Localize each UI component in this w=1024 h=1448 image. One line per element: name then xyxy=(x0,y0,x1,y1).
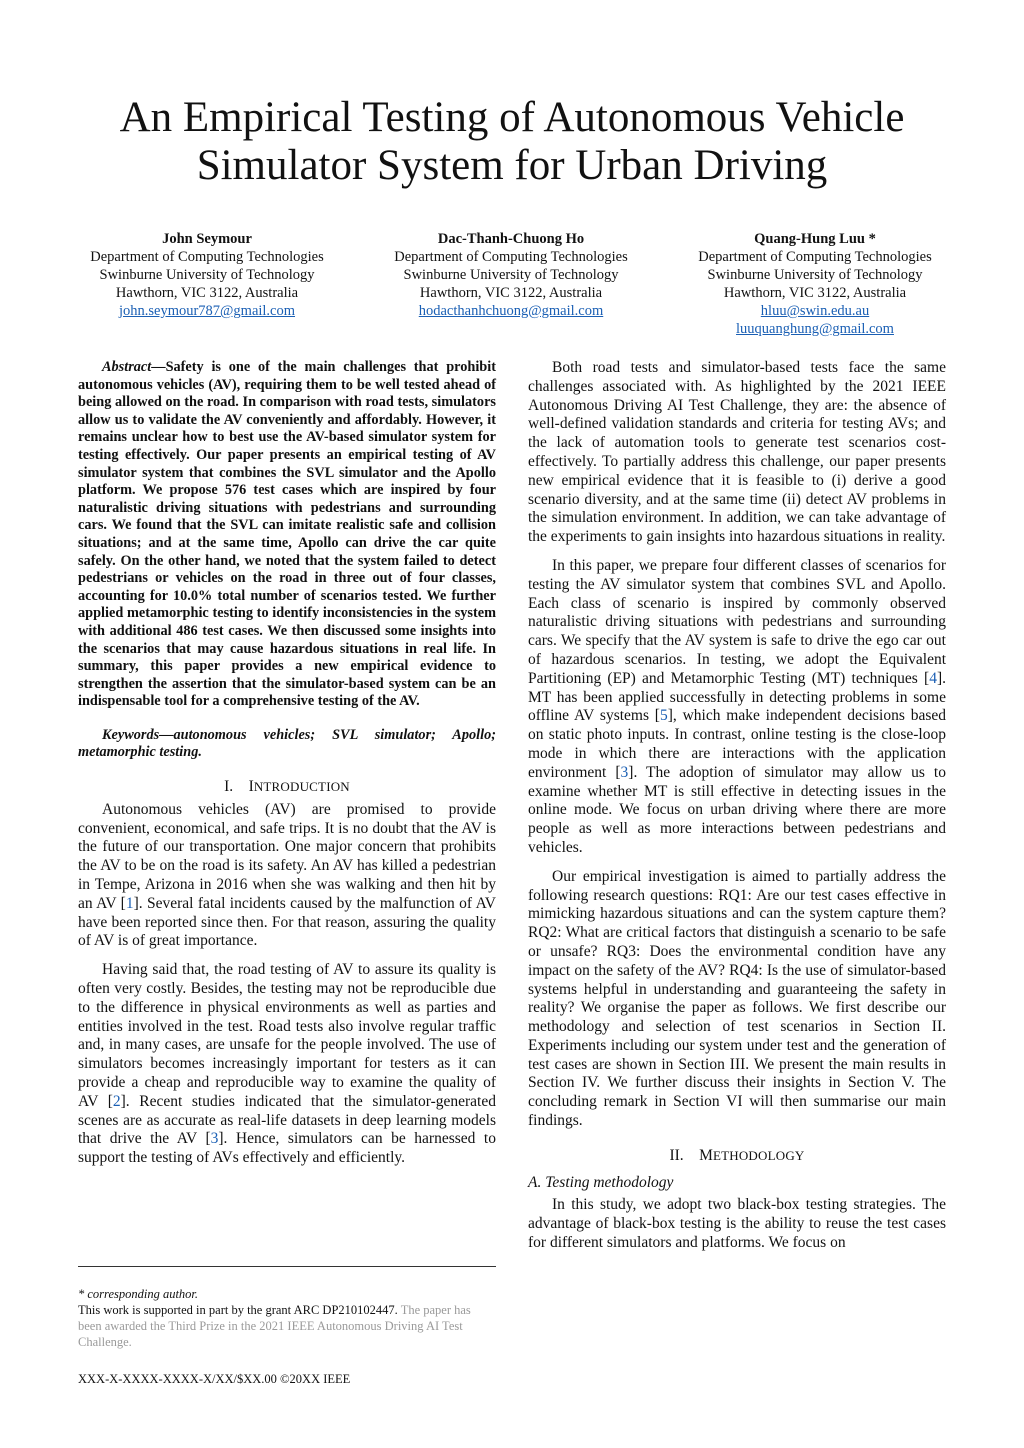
section-number: II. xyxy=(669,1146,684,1164)
left-column xyxy=(78,359,496,1168)
right-paragraph-4: In this study, we adopt two black-box testing strategies. The advantage of black-box testing is the ability to reuse the test cases for different simulators and platforms. We focus on xyxy=(528,1196,946,1252)
keywords: Keywords—autonomous vehicles; SVL simulator; Apollo; metamorphic testing. xyxy=(78,726,496,761)
footnote-divider xyxy=(78,1266,496,1267)
text-run: ]. MT has been applied successfully in detecting problems in some offline AV systems [ xyxy=(528,669,946,725)
abstract-label: Abstract xyxy=(102,359,152,375)
text-run: ]. The adoption of simulator may allow us to examine whether MT is still effective in detecting issues in the online mode. We focus on urban driving where there are more people as well as more interactions between pedestrians and vehicles. xyxy=(528,763,946,856)
author-email-link[interactable]: hodacthanhchuong@gmail.com xyxy=(418,303,604,319)
text-run: Autonomous vehicles (AV) are promised to provide convenient, economical, and safe trips. It is no doubt that the AV is the future of our transportation. One major concern that prohibits the AV to be on the road is its safety. An AV has killed a pedestrian in Tempe, Arizona in 2016 when she was walking and then hit by an AV [ xyxy=(78,800,496,912)
section-title-rest: ETHODOLOGY xyxy=(712,1147,805,1163)
right-paragraph-1: Both road tests and simulator-based tests face the same challenges associated with. As highlighted by the 2021 IEEE Autonomous Driving AI Test Challenge, they are: the absence of well-defined validation standards and criteria for testing AVs; and the lack of automation tools to generate test scenarios cost-effectively. To partially address this challenge, our paper presents new empirical evidence that it is feasible to (i) derive a good scenario diversity, and at the same time (ii) detect AV problems in the simulation environment. In addition, we can take advantage of the experiments to gain insights into hazardous situations in reality. xyxy=(528,359,946,546)
author-address: Hawthorn, VIC 3122, Australia xyxy=(419,285,603,301)
right-paragraph-2 xyxy=(528,557,946,858)
author-name: Dac-Thanh-Chuong Ho xyxy=(437,231,585,247)
author-university: Swinburne University of Technology xyxy=(707,267,923,283)
right-column xyxy=(528,359,946,1253)
citation-link[interactable]: 3 xyxy=(210,1130,219,1148)
intro-paragraph-1 xyxy=(78,801,496,951)
right-paragraph-3: Our empirical investigation is aimed to partially address the following research questions: RQ1: Are our test cases effective in mimicking hazardous situations and can the system capture them? RQ2: What are critical factors that distinguish a scenario to be safe or unsafe? RQ3: Does the environmental condition have any impact on the safety of the AV? RQ4: Is the use of simulator-based systems helpful in understanding and guaranteeing the safety in reality? We organise the paper as follows. We first describe our methodology and selection of test scenarios in Section II. Experiments including our system under test and the generation of test cases are shown in Section III. We present the main results in Section IV. We further discuss their insights in Section V. The concluding remark in Section VI will then summarise our main findings. xyxy=(528,867,946,1130)
footnote-funding xyxy=(78,1302,496,1350)
author-name: Quang-Hung Luu * xyxy=(754,231,876,247)
footnote xyxy=(78,1286,496,1350)
footnote-support: This work is supported in part by the grant ARC DP210102447. xyxy=(78,1303,398,1317)
footnote-corresponding: * corresponding author. xyxy=(78,1287,199,1301)
text-run: Having said that, the road testing of AV to assure its quality is often very costly. Besides, the testing may not be reproducible due to the difference in physical environments as well as parties and entities involved in the test. Road tests also involve regular traffic and, in many cases, are unsafe for the people involved. The use of simulators becomes increasingly important for testers as it can provide a cheap and reproducible way to examine the quality of AV [ xyxy=(78,961,496,1110)
section-title-rest: NTRODUCTION xyxy=(253,779,350,795)
title-line-1: An Empirical Testing of Autonomous Vehicle xyxy=(119,94,905,141)
author-1 xyxy=(55,230,359,338)
citation-link[interactable]: 2 xyxy=(112,1092,121,1110)
author-university: Swinburne University of Technology xyxy=(403,267,619,283)
paper-title xyxy=(0,94,1024,190)
author-department: Department of Computing Technologies xyxy=(698,249,932,265)
footnote-prize: The paper has been awarded the Third Prize in the 2021 IEEE Autonomous Driving AI Test Challenge. xyxy=(78,1303,471,1349)
author-email-link-secondary[interactable]: luuquanghung@gmail.com xyxy=(736,321,894,337)
section-heading-methodology xyxy=(528,1147,946,1166)
author-2 xyxy=(359,230,663,338)
abstract-dash: — xyxy=(151,359,166,375)
author-department: Department of Computing Technologies xyxy=(90,249,324,265)
text-run: ]. Several fatal incidents caused by the malfunction of AV have been reported since then. For that reason, assuring the quality of AV is of great importance. xyxy=(78,894,496,950)
citation-link[interactable]: 1 xyxy=(125,894,134,912)
author-3 xyxy=(663,230,967,338)
text-run: ]. Hence, simulators can be harnessed to support the testing of AVs effectively and efficiently. xyxy=(78,1130,496,1167)
author-email-link[interactable]: hluu@swin.edu.au xyxy=(760,303,870,319)
text-run: ]. Recent studies indicated that the simulator-generated scenes are as accurate as real-life datasets in deep learning models that drive the AV [ xyxy=(78,1092,496,1148)
copyright-footer: XXX-X-XXXX-XXXX-X/XX/$XX.00 ©20XX IEEE xyxy=(78,1372,351,1386)
section-title-initial: I xyxy=(248,778,254,796)
section-heading-introduction xyxy=(78,778,496,797)
author-university: Swinburne University of Technology xyxy=(99,267,315,283)
citation-link[interactable]: 5 xyxy=(659,707,668,725)
section-title-initial: M xyxy=(699,1146,713,1164)
section-number: I. xyxy=(224,778,234,796)
citation-link[interactable]: 4 xyxy=(929,669,937,687)
abstract-text: Safety is one of the main challenges that prohibit autonomous vehicles (AV), requiring them to be well tested ahead of being allowed on the road. In comparison with road tests, simulators allow us to validate the AV conveniently and affordably. However, it remains unclear how to best use the AV-based simulator system for testing effectively. Our paper presents an empirical testing of AV simulator system that combines the SVL simulator and the Apollo platform. We propose 576 test cases which are inspired by four naturalistic driving situations with pedestrians and surrounding cars. We found that the SVL can imitate realistic safe and collision situations; and at the same time, Apollo can drive the car quite safely. On the other hand, we noted that the system failed to detect pedestrians or vehicles on the road in three out of four classes, accounting for 10.0% total number of scenarios tested. We further applied metamorphic testing to identify inconsistencies in the system with additional 486 test cases. We then discussed some insights into the scenarios that may cause hazardous situations in real life. In summary, this paper provides a new empirical evidence to strengthen the assertion that the simulator-based system can be an indispensable tool for a comprehensive testing of the AV. xyxy=(78,359,496,710)
author-address: Hawthorn, VIC 3122, Australia xyxy=(115,285,299,301)
author-name: John Seymour xyxy=(162,231,252,247)
author-address: Hawthorn, VIC 3122, Australia xyxy=(723,285,907,301)
text-run: In this paper, we prepare four different classes of scenarios for testing the AV simulator system that combines SVL and Apollo. Each class of scenario is inspired by commonly observed naturalistic driving situations with pedestrians and surrounding cars. We specify that the AV system is safe to drive the ego car out of hazardous scenarios. In testing, we adopt the Equivalent Partitioning (EP) and Metamorphic Testing (MT) techniques [ xyxy=(528,556,946,687)
subsection-heading: A. Testing methodology xyxy=(528,1173,674,1191)
intro-paragraph-2 xyxy=(78,961,496,1168)
abstract xyxy=(78,359,496,711)
author-department: Department of Computing Technologies xyxy=(394,249,628,265)
citation-link[interactable]: 3 xyxy=(620,763,629,781)
text-run: ], which make independent decisions based on static photo inputs. In contrast, online testing is the close-loop mode in which there are interactions with the application environment [ xyxy=(528,707,946,781)
title-line-2: Simulator System for Urban Driving xyxy=(196,142,828,189)
author-block xyxy=(55,230,969,338)
author-email-link[interactable]: john.seymour787@gmail.com xyxy=(118,303,296,319)
